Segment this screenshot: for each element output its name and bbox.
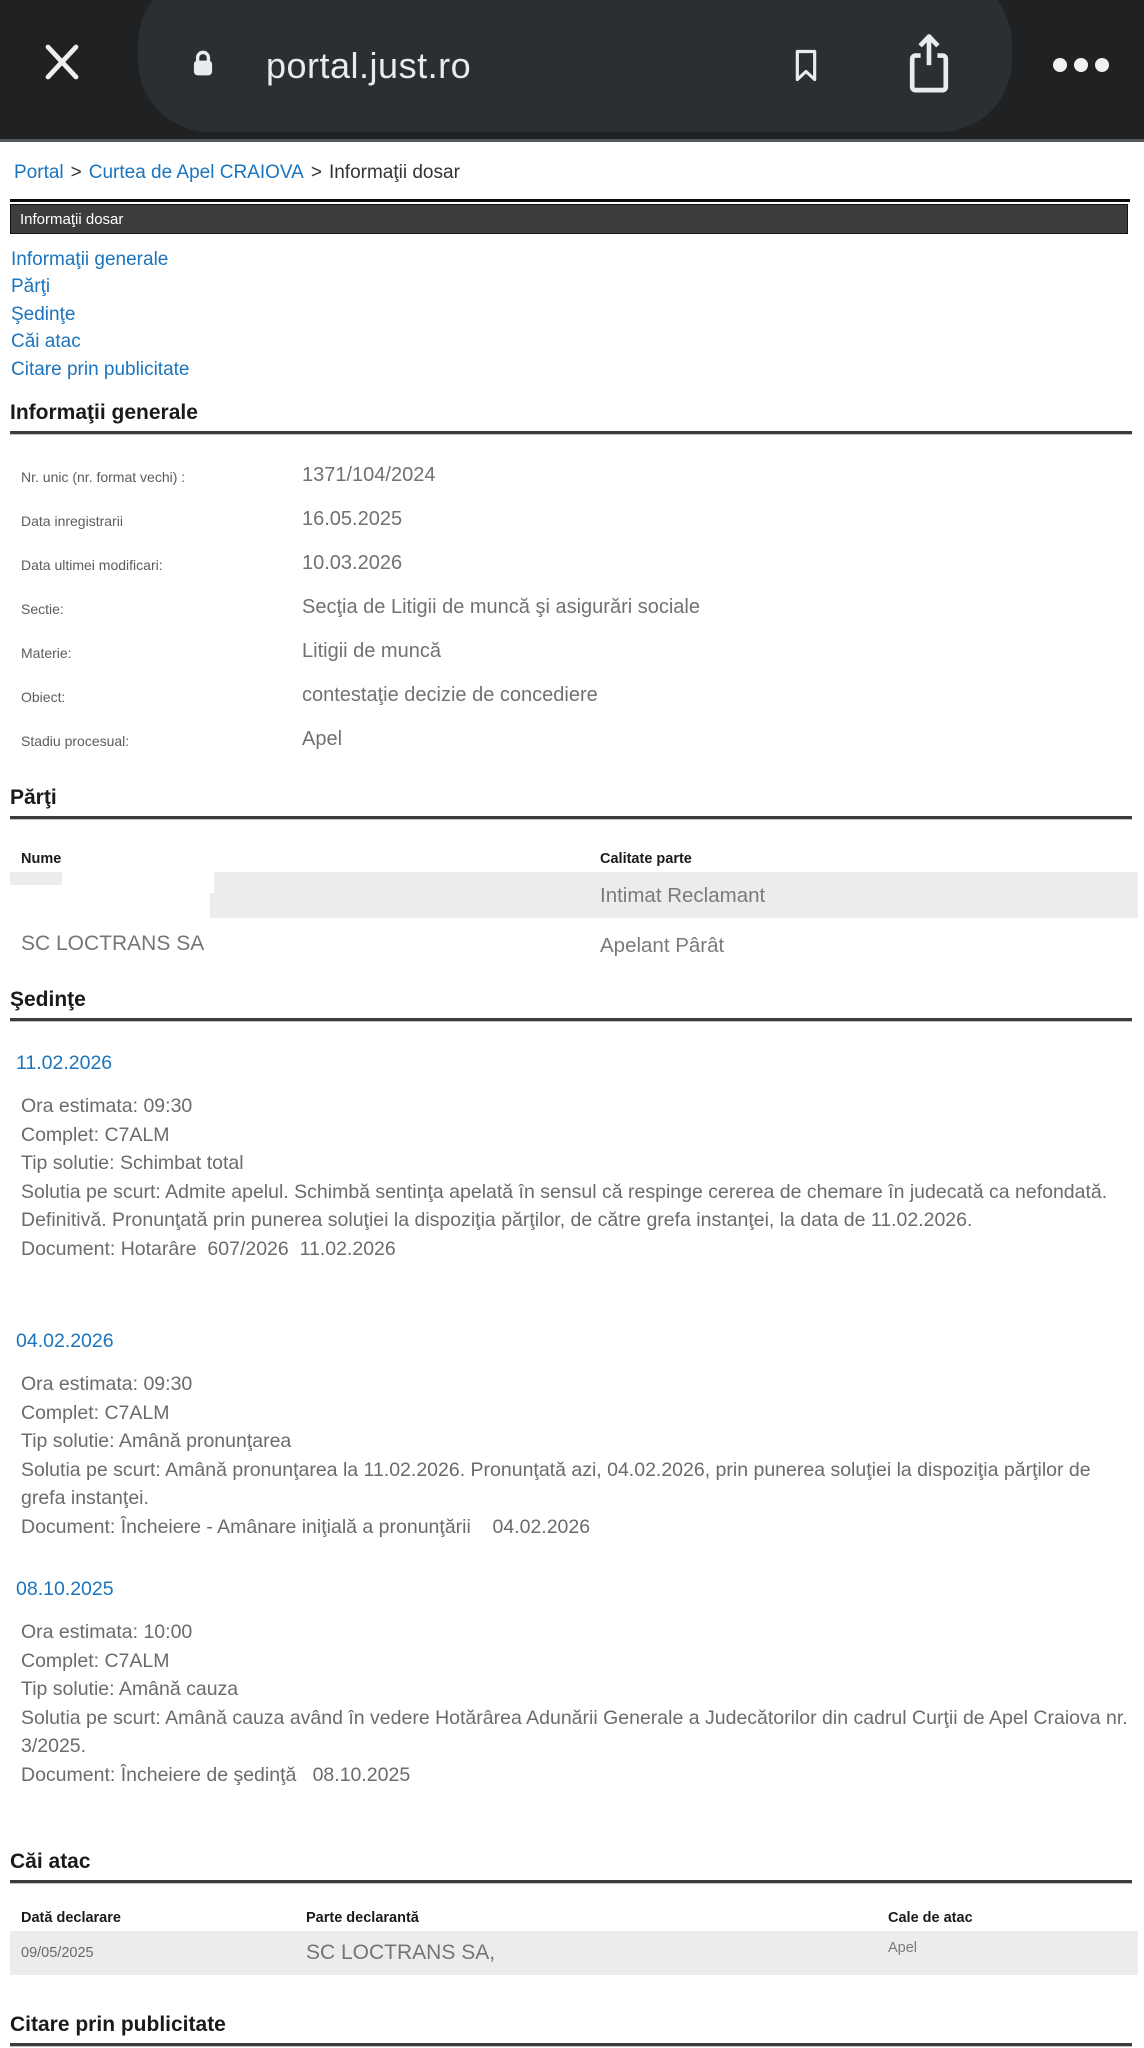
title-bar-top-line <box>10 199 1130 202</box>
field-row <box>0 728 1144 772</box>
field-label: Stadiu procesual: <box>21 733 130 749</box>
field-label: Obiect: <box>21 689 66 705</box>
breadcrumb <box>14 162 460 184</box>
hearing-tip-solutie: Tip solutie: Amână cauza <box>21 1678 239 1700</box>
column-header-data-declarare: Dată declarare <box>21 1910 121 1926</box>
field-value: Secţia de Litigii de muncă şi asigurări sociale <box>302 596 700 618</box>
hearing-date-link[interactable]: 08.10.2025 <box>16 1578 114 1600</box>
close-icon[interactable] <box>36 38 88 86</box>
column-header-parte-declaranta: Parte declarantă <box>306 1910 419 1926</box>
nav-parti[interactable]: Părţi <box>11 276 51 298</box>
toolbar-divider <box>0 139 1144 142</box>
breadcrumb-court[interactable]: Curtea de Apel CRAIOVA <box>88 162 304 183</box>
hearing-details <box>21 1370 1131 1541</box>
hearing-document: Document: Încheiere - Amânare iniţială a pronunţării 04.02.2026 <box>21 1515 591 1538</box>
appeal-type: Apel <box>888 1940 918 1956</box>
heading-cai-atac: Căi atac <box>10 1850 1132 1883</box>
hearing-date-link[interactable]: 04.02.2026 <box>16 1330 114 1352</box>
redaction-block <box>10 885 210 918</box>
breadcrumb-portal[interactable]: Portal <box>14 162 64 183</box>
section-nav <box>11 246 189 383</box>
hearing-solutie: Solutia pe scurt: Admite apelul. Schimbă sentinţa apelată în sensul că respinge cererea de chemare în judecată ca nefondată. Definitivă. Pronunţată prin punerea soluţiei la dispoziţia părţilor, de către grefa instanţei, la data de 11.02.2026. <box>21 1180 1113 1231</box>
heading-sedinte: Şedinţe <box>10 988 1132 1021</box>
url-text[interactable]: portal.just.ro <box>266 45 472 86</box>
appeal-party: SC LOCTRANS SA, <box>306 1941 496 1964</box>
field-value: 10.03.2026 <box>302 552 403 574</box>
field-value: Apel <box>302 728 343 750</box>
appeal-date: 09/05/2025 <box>21 1945 94 1961</box>
hearing-ora: Ora estimata: 09:30 <box>21 1095 193 1117</box>
column-header-nume: Nume <box>21 851 62 867</box>
field-row <box>0 640 1144 684</box>
field-row <box>0 464 1144 508</box>
table-row <box>10 872 1138 918</box>
field-label: Data inregistrarii <box>21 513 123 529</box>
hearing-ora: Ora estimata: 09:30 <box>21 1373 193 1395</box>
field-value: 1371/104/2024 <box>302 464 436 486</box>
nav-citare[interactable]: Citare prin publicitate <box>11 358 190 380</box>
hearing-complet: Complet: C7ALM <box>21 1123 170 1146</box>
share-icon[interactable] <box>901 30 957 98</box>
field-row <box>0 684 1144 728</box>
bookmark-icon[interactable] <box>786 39 826 92</box>
party-quality: Intimat Reclamant <box>600 884 766 907</box>
party-quality: Apelant Pârât <box>600 934 725 957</box>
hearing-tip-solutie: Tip solutie: Amână pronunţarea <box>21 1430 292 1452</box>
heading-parti: Părţi <box>10 786 1132 819</box>
nav-cai-atac[interactable]: Căi atac <box>11 331 81 353</box>
breadcrumb-current: Informaţii dosar <box>328 162 460 183</box>
heading-citare: Citare prin publicitate <box>10 2013 1132 2046</box>
hearing-complet: Complet: C7ALM <box>21 1649 170 1672</box>
party-name: SC LOCTRANS SA <box>21 932 205 955</box>
heading-informatii-generale: Informaţii generale <box>10 401 1132 434</box>
hearing-document: Document: Încheiere de şedinţă 08.10.2025 <box>21 1763 411 1786</box>
lock-icon <box>186 44 220 84</box>
hearing-ora: Ora estimata: 10:00 <box>21 1621 193 1643</box>
hearing-tip-solutie: Tip solutie: Schimbat total <box>21 1152 244 1174</box>
nav-informatii-generale[interactable]: Informaţii generale <box>11 249 169 270</box>
field-value: 16.05.2025 <box>302 508 403 530</box>
field-label: Sectie: <box>21 601 64 617</box>
page-title-bar: Informaţii dosar <box>10 204 1128 234</box>
hearing-complet: Complet: C7ALM <box>21 1401 170 1424</box>
hearing-details <box>21 1618 1134 1789</box>
field-row <box>0 596 1144 640</box>
breadcrumb-separator: > <box>70 162 82 183</box>
field-row <box>0 552 1144 596</box>
hearing-document: Document: Hotarâre 607/2026 11.02.2026 <box>21 1237 396 1260</box>
hearing-details <box>21 1092 1131 1263</box>
column-header-calitate: Calitate parte <box>600 851 692 867</box>
column-header-cale-de-atac: Cale de atac <box>888 1910 973 1926</box>
field-value: Litigii de muncă <box>302 640 441 662</box>
more-icon[interactable] <box>1051 57 1113 73</box>
field-value: contestaţie decizie de concediere <box>302 684 598 706</box>
field-label: Nr. unic (nr. format vechi) : <box>21 469 186 485</box>
browser-toolbar <box>0 0 1144 142</box>
field-label: Data ultimei modificari: <box>21 557 163 573</box>
hearing-solutie: Solutia pe scurt: Amână cauza având în vedere Hotărârea Adunării Generale a Judecătorilor din cadrul Curţii de Apel Craiova nr. 3/2025. <box>21 1706 1134 1757</box>
field-row <box>0 508 1144 552</box>
table-row <box>10 1931 1138 1975</box>
field-label: Materie: <box>21 645 72 661</box>
hearing-solutie: Solutia pe scurt: Amână pronunţarea la 11.02.2026. Pronunţată azi, 04.02.2026, prin punerea soluţiei la dispoziţia părţilor de grefa instanţei. <box>21 1458 1097 1509</box>
breadcrumb-separator: > <box>310 162 322 183</box>
nav-sedinte[interactable]: Şedinţe <box>11 303 76 325</box>
hearing-date-link[interactable]: 11.02.2026 <box>16 1052 113 1074</box>
